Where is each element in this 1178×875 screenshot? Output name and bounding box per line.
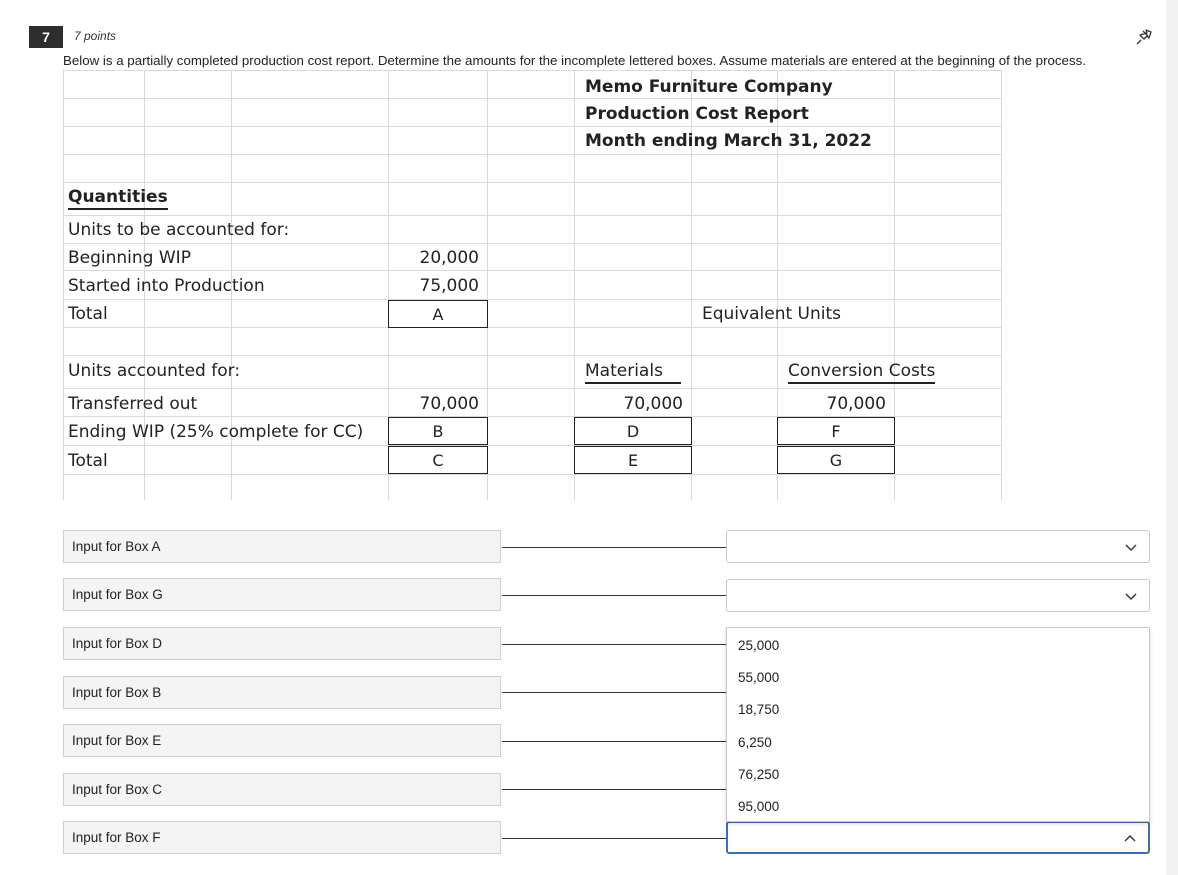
total-accounted-label: Total: [68, 451, 108, 471]
connector-line: [502, 838, 726, 839]
conversion-costs-header: Conversion Costs: [788, 361, 935, 381]
beginning-wip-units: 20,000: [419, 248, 479, 268]
connector-line: [502, 644, 726, 645]
match-label-c: Input for Box C: [63, 773, 501, 806]
units-accounted-for-label: Units accounted for:: [68, 361, 241, 381]
question-number: 7: [29, 26, 63, 48]
connector-line: [502, 741, 726, 742]
chevron-down-icon: [1125, 591, 1137, 601]
box-c: C: [388, 446, 488, 474]
dropdown-option[interactable]: 25,000: [738, 638, 780, 653]
match-label-d: Input for Box D: [63, 627, 501, 660]
transferred-materials: 70,000: [623, 394, 683, 414]
materials-header: Materials: [585, 361, 681, 384]
units-to-be-accounted-label: Units to be accounted for:: [68, 220, 290, 240]
question-points: 7 points: [74, 29, 117, 43]
dropdown-option[interactable]: 95,000: [738, 799, 780, 814]
ending-wip-label: Ending WIP (25% complete for CC): [68, 422, 364, 442]
answer-select-f[interactable]: [726, 821, 1150, 854]
answer-dropdown-list: [726, 627, 1150, 822]
match-label-e: Input for Box E: [63, 724, 501, 757]
chevron-down-icon: [1125, 542, 1137, 552]
connector-line: [502, 547, 726, 548]
question-prompt: Below is a partially completed production cost report. Determine the amounts for the incomplete lettered boxes. Assume materials are entered at the beginning of the process.: [63, 53, 1086, 68]
box-d: D: [574, 417, 692, 445]
dropdown-option[interactable]: 76,250: [738, 767, 780, 782]
connector-line: [502, 595, 726, 596]
match-label-b: Input for Box B: [63, 676, 501, 709]
transferred-conversion: 70,000: [826, 394, 886, 414]
beginning-wip-label: Beginning WIP: [68, 248, 191, 268]
pin-icon[interactable]: [1135, 27, 1155, 47]
dropdown-option[interactable]: 55,000: [738, 670, 780, 685]
total-label: Total: [68, 304, 108, 324]
report-period: Month ending March 31, 2022: [585, 131, 872, 151]
dropdown-option[interactable]: 18,750: [738, 702, 780, 717]
box-e: E: [574, 446, 692, 474]
box-g: G: [777, 446, 895, 474]
started-units: 75,000: [419, 276, 479, 296]
match-label-a: Input for Box A: [63, 530, 501, 563]
match-label-f: Input for Box F: [63, 821, 501, 854]
transferred-units: 70,000: [419, 394, 479, 414]
answer-select-a[interactable]: [726, 530, 1150, 563]
connector-line: [502, 692, 726, 693]
company-name: Memo Furniture Company: [585, 77, 833, 97]
production-cost-report: [63, 70, 1002, 502]
quantities-heading: Quantities: [68, 187, 168, 210]
report-title: Production Cost Report: [585, 104, 809, 124]
dropdown-option[interactable]: 6,250: [738, 735, 772, 750]
answer-select-g[interactable]: [726, 579, 1150, 612]
started-label: Started into Production: [68, 276, 265, 296]
connector-line: [502, 789, 726, 790]
box-b: B: [388, 417, 488, 445]
transferred-out-label: Transferred out: [68, 394, 198, 414]
chevron-up-icon: [1124, 834, 1136, 844]
equivalent-units-heading: Equivalent Units: [702, 304, 841, 324]
box-f: F: [777, 417, 895, 445]
box-a: A: [388, 300, 488, 328]
match-label-g: Input for Box G: [63, 578, 501, 611]
